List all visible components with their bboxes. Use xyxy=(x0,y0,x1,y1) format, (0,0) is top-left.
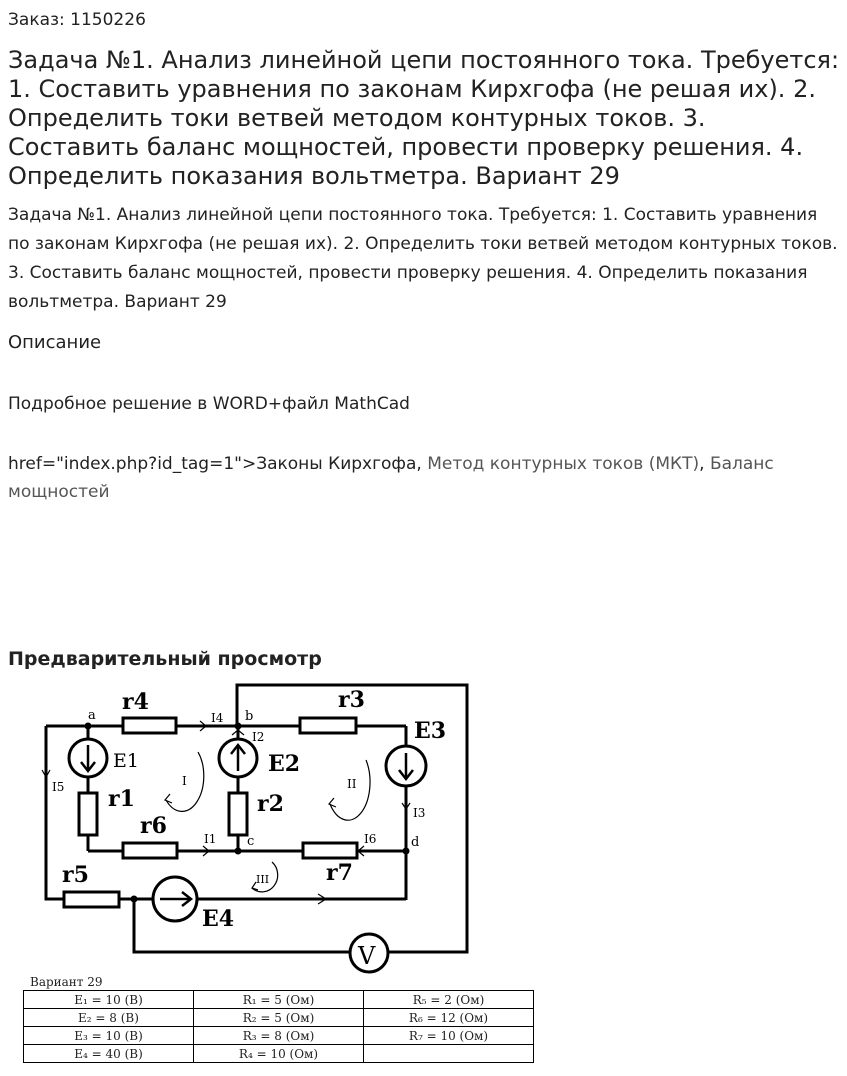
table-cell: R₃ = 8 (Ом) xyxy=(194,1027,364,1045)
resistor-r4 xyxy=(123,718,176,733)
current-I6: I6 xyxy=(364,832,377,846)
table-cell: R₇ = 10 (Ом) xyxy=(364,1027,534,1045)
table-cell: R₂ = 5 (Ом) xyxy=(194,1009,364,1027)
variant-caption: Вариант 29 xyxy=(30,975,103,989)
loop-label-II: II xyxy=(347,777,357,791)
label-r3: r3 xyxy=(338,687,365,713)
tag-separator: , xyxy=(699,454,705,474)
parameters-table xyxy=(23,990,534,1063)
table-cell: E₁ = 10 (B) xyxy=(24,991,194,1009)
table-cell: E₂ = 8 (B) xyxy=(24,1009,194,1027)
table-cell: R₄ = 10 (Ом) xyxy=(194,1045,364,1063)
loop-label-III: III xyxy=(256,873,270,886)
label-E4: E4 xyxy=(202,906,235,932)
resistor-r6 xyxy=(123,843,177,858)
node-a: a xyxy=(88,708,96,723)
table-cell: R₅ = 2 (Ом) xyxy=(364,991,534,1009)
label-E3: E3 xyxy=(414,718,447,744)
table-cell xyxy=(364,1045,534,1063)
label-V: V xyxy=(358,942,376,970)
table-row xyxy=(24,1045,534,1063)
loop-label-I: I xyxy=(182,774,187,788)
source-E1 xyxy=(69,739,107,777)
resistor-r1 xyxy=(79,793,97,835)
description-label: Описание xyxy=(8,332,102,353)
description-text: Задача №1. Анализ линейной цепи постоянного тока. Требуется: 1. Составить уравнения по законам Кирхгофа (не решая их). 2. Определить токи ветвей методом контурных токов. 3. Составить баланс мощностей, провести проверку решения. 4. Определить показания вольтметра. Вариант 29 xyxy=(8,205,838,312)
order-number: Заказ: 1150226 xyxy=(8,10,146,30)
label-r1: r1 xyxy=(108,786,135,812)
source-E2 xyxy=(219,739,257,777)
node-b: b xyxy=(245,709,254,724)
node-c: c xyxy=(247,834,255,849)
source-E4 xyxy=(153,877,197,921)
table-cell: R₁ = 5 (Ом) xyxy=(194,991,364,1009)
resistor-r3 xyxy=(300,718,356,733)
label-E2: E2 xyxy=(268,751,301,777)
circuit-diagram xyxy=(0,676,480,976)
current-I1: I1 xyxy=(204,832,217,846)
tag-list xyxy=(8,450,828,506)
label-r7: r7 xyxy=(326,860,353,886)
tag-kirchhoff[interactable]: href="index.php?id_tag=1">Законы Кирхгофа xyxy=(8,454,417,474)
label-r2: r2 xyxy=(257,791,284,817)
resistor-r2 xyxy=(229,793,247,835)
table-cell: E₄ = 40 (B) xyxy=(24,1045,194,1063)
node-d: d xyxy=(411,835,420,850)
table-cell: R₆ = 12 (Ом) xyxy=(364,1009,534,1027)
table-row xyxy=(24,1009,534,1027)
tag-separator: , xyxy=(416,454,428,474)
current-I4: I4 xyxy=(211,711,224,725)
page-title: Задача №1. Анализ линейной цепи постоянного тока. Требуется: 1. Составить уравнения по законам Кирхгофа (не решая их). 2. Определить токи ветвей методом контурных токов. 3. Составить баланс мощностей, провести проверку решения. 4. Определить показания вольтметра. Вариант 29 xyxy=(8,46,840,190)
table-cell: E₃ = 10 (B) xyxy=(24,1027,194,1045)
current-I2: I2 xyxy=(252,730,265,744)
tag-mesh-current-method[interactable]: Метод контурных токов (МКТ) xyxy=(427,454,700,474)
source-E3 xyxy=(386,746,426,786)
label-r4: r4 xyxy=(122,689,149,715)
label-r6: r6 xyxy=(140,813,167,839)
solution-note: Подробное решение в WORD+файл MathCad xyxy=(8,394,410,414)
label-E1: E1 xyxy=(113,750,139,772)
preview-heading: Предварительный просмотр xyxy=(8,648,322,670)
circuit-wires xyxy=(46,685,467,952)
resistors xyxy=(64,718,357,907)
table-row xyxy=(24,1027,534,1045)
table-row xyxy=(24,991,534,1009)
current-I3: I3 xyxy=(413,806,426,820)
resistor-r7 xyxy=(303,843,357,858)
label-r5: r5 xyxy=(62,862,89,888)
resistor-r5 xyxy=(64,892,119,907)
tag-power-balance[interactable]: Баланс мощностей xyxy=(8,454,774,502)
current-I5: I5 xyxy=(52,780,65,794)
